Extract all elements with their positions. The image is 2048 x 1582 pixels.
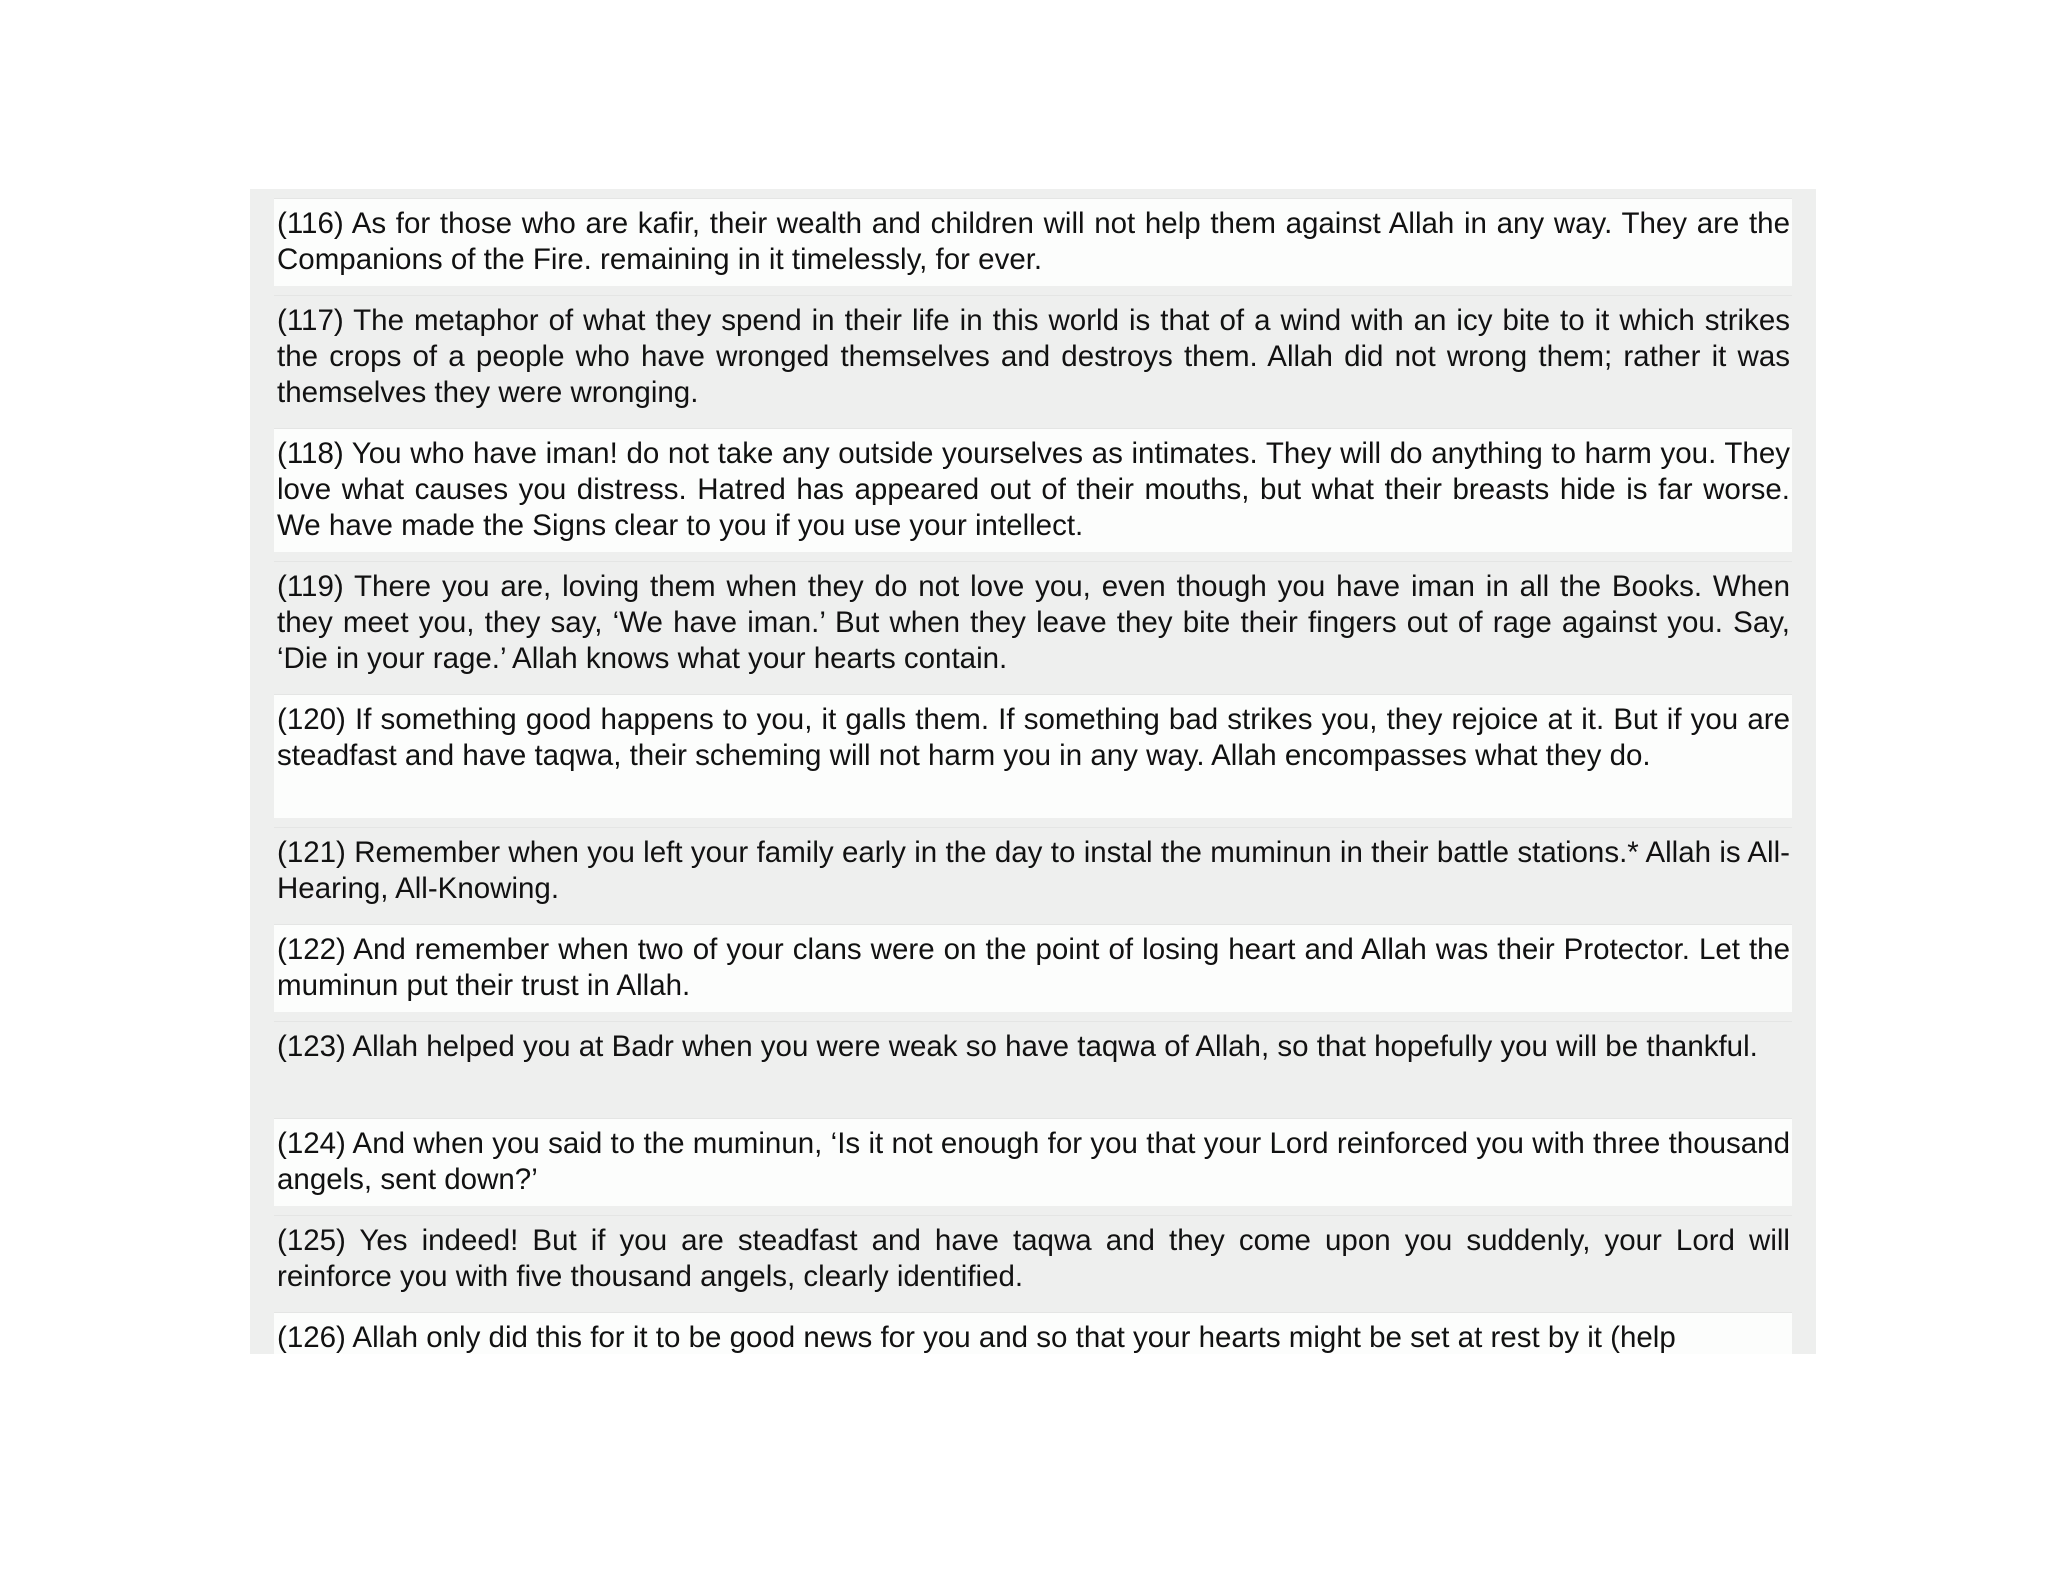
verse-123: (123) Allah helped you at Badr when you were weak so have taqwa of Allah, so that hopefully you will be thankful.	[274, 1021, 1792, 1109]
verse-117: (117) The metaphor of what they spend in their life in this world is that of a wind with an icy bite to it which strikes the crops of a people who have wronged themselves and destroys them. Allah did not wrong them; rather it was themselves they were wronging.	[274, 295, 1792, 419]
verse-126: (126) Allah only did this for it to be good news for you and so that your hearts might be set at rest by it (help	[274, 1312, 1792, 1354]
verse-124: (124) And when you said to the muminun, ‘Is it not enough for you that your Lord reinforced you with three thousand angels, sent down?’	[274, 1118, 1792, 1206]
verse-122: (122) And remember when two of your clans were on the point of losing heart and Allah was their Protector. Let the muminun put their trust in Allah.	[274, 924, 1792, 1012]
verse-121: (121) Remember when you left your family early in the day to instal the muminun in their battle stations.* Allah is All-Hearing, All-Knowing.	[274, 827, 1792, 915]
verse-119: (119) There you are, loving them when they do not love you, even though you have iman in all the Books. When they meet you, they say, ‘We have iman.’ But when they leave they bite their fingers out of rage against you. Say, ‘Die in your rage.’ Allah knows what your hearts contain.	[274, 561, 1792, 685]
verse-118: (118) You who have iman! do not take any outside yourselves as intimates. They will do anything to harm you. They love what causes you distress. Hatred has appeared out of their mouths, but what their breasts hide is far worse. We have made the Signs clear to you if you use your intellect.	[274, 428, 1792, 552]
verse-116: (116) As for those who are kafir, their wealth and children will not help them against Allah in any way. They are the Companions of the Fire. remaining in it timelessly, for ever.	[274, 198, 1792, 286]
verse-panel	[250, 189, 1816, 1354]
verse-125: (125) Yes indeed! But if you are steadfast and have taqwa and they come upon you suddenly, your Lord will reinforce you with five thousand angels, clearly identified.	[274, 1215, 1792, 1303]
verse-120: (120) If something good happens to you, it galls them. If something bad strikes you, they rejoice at it. But if you are steadfast and have taqwa, their scheming will not harm you in any way. Allah encompasses what they do.	[274, 694, 1792, 818]
